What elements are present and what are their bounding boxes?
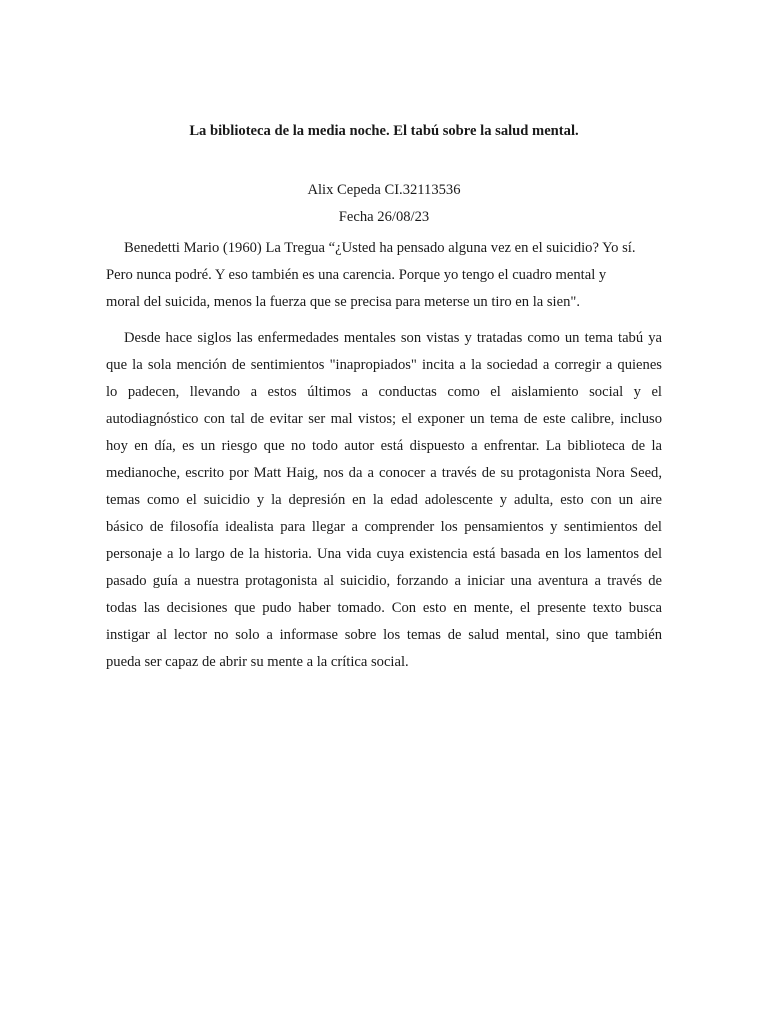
- date-line: Fecha 26/08/23: [338, 209, 430, 225]
- paragraph-quote: [106, 235, 662, 316]
- text-line: Desde hace siglos las enfermedades mentales son vistas y tratadas como un tema tabú ya: [124, 330, 662, 346]
- text-line: Pero nunca podré. Y eso también es una carencia. Porque yo tengo el cuadro mental y: [106, 267, 607, 283]
- text-line: pueda ser capaz de abrir su mente a la crítica social.: [106, 654, 409, 670]
- text-line: moral del suicida, menos la fuerza que se precisa para meterse un tiro en la sien".: [106, 294, 580, 310]
- author-line: Alix Cepeda CI.32113536: [307, 182, 461, 198]
- text-line: instigar al lector no solo a informase sobre los temas de salud mental, sino que también: [106, 627, 662, 643]
- text-line: hoy en día, es un riesgo que no todo autor está dispuesto a enfrentar. La biblioteca de la: [106, 438, 662, 454]
- text-line: que la sola mención de sentimientos "inapropiados" incita a la sociedad a corregir a quienes: [106, 357, 662, 373]
- text-line: todas las decisiones que pudo haber tomado. Con esto en mente, el presente texto busca: [106, 600, 662, 616]
- text-line: temas como el suicidio y la depresión en la edad adolescente y adulta, esto con un aire: [106, 492, 662, 508]
- paragraph-essay: [106, 325, 662, 676]
- text-line: pasado guía a nuestra protagonista al suicidio, forzando a iniciar una aventura a través de: [106, 573, 662, 589]
- text-line: Benedetti Mario (1960) La Tregua “¿Usted ha pensado alguna vez en el suicidio? Yo sí.: [124, 240, 636, 256]
- text-line: lo padecen, llevando a estos últimos a conductas como el aislamiento social y el: [106, 384, 662, 400]
- text-line: personaje a lo largo de la historia. Una vida cuya existencia está basada en los lamentos del: [106, 546, 662, 562]
- text-line: básico de filosofía idealista para llegar a comprender los pensamientos y sentimientos del: [106, 519, 662, 535]
- document-title: La biblioteca de la media noche. El tabú sobre la salud mental.: [189, 123, 579, 139]
- text-line: autodiagnóstico con tal de evitar ser mal vistos; el exponer un tema de este calibre, incluso: [106, 411, 662, 427]
- text-line: medianoche, escrito por Matt Haig, nos da a conocer a través de su protagonista Nora Seed,: [106, 465, 662, 481]
